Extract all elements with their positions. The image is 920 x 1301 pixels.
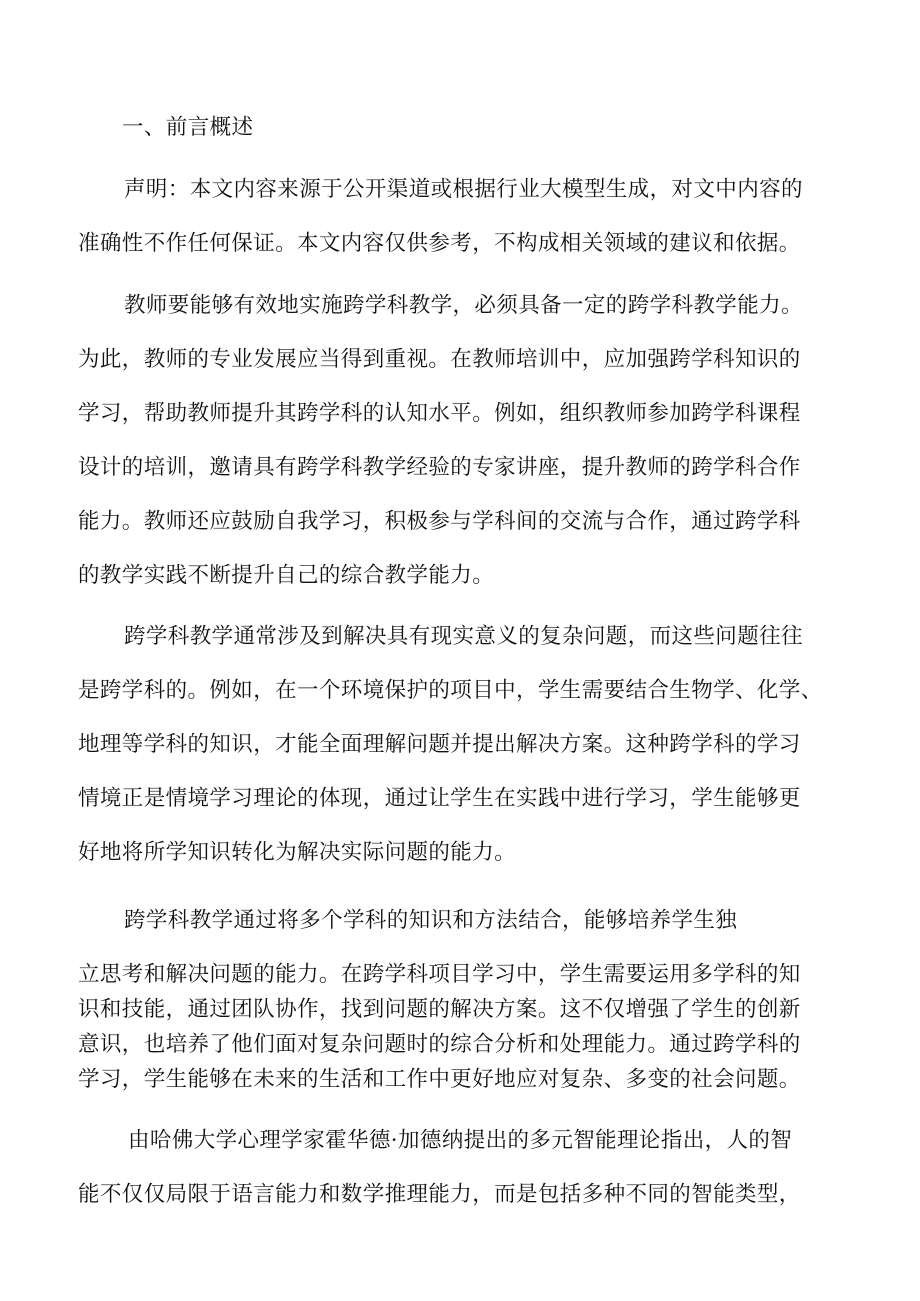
paragraph-line: 好地将所学知识转化为解决实际问题的能力。: [78, 840, 517, 865]
paragraph-line: 准确性不作任何保证。本文内容仅供参考，不构成相关领域的建议和依据。: [78, 231, 801, 256]
paragraph-line: 跨学科教学通过将多个学科的知识和方法结合，能够培养学生独: [124, 908, 738, 933]
paragraph-line: 能不仅仅局限于语言能力和数学推理能力，而是包括多种不同的智能类型，: [78, 1182, 801, 1207]
paragraph-line: 识和技能，通过团队协作，找到问题的解决方案。这不仅增强了学生的创新: [78, 997, 801, 1022]
paragraph-line: 地理等学科的知识，才能全面理解问题并提出解决方案。这种跨学科的学习: [78, 732, 801, 757]
paragraph-line: 是跨学科的。例如，在一个环境保护的项目中，学生需要结合生物学、化学、: [78, 678, 823, 703]
paragraph-line: 声明：本文内容来源于公开渠道或根据行业大模型生成，对文中内容的: [124, 177, 803, 202]
paragraph-line: 能力。教师还应鼓励自我学习，积极参与学科间的交流与合作，通过跨学科: [78, 509, 801, 534]
paragraph-line: 跨学科教学通常涉及到解决具有现实意义的复杂问题，而这些问题往往: [124, 624, 803, 649]
paragraph-line: 为此，教师的专业发展应当得到重视。在教师培训中，应加强跨学科知识的: [78, 347, 801, 372]
paragraph-line: 教师要能够有效地实施跨学科教学，必须具备一定的跨学科教学能力。: [124, 293, 803, 318]
paragraph-line: 设计的培训，邀请具有跨学科教学经验的专家讲座，提升教师的跨学科合作: [78, 455, 801, 480]
paragraph-line: 立思考和解决问题的能力。在跨学科项目学习中，学生需要运用多学科的知: [78, 962, 801, 987]
section-heading: 一、前言概述: [122, 115, 254, 140]
paragraph-line: 学习，帮助教师提升其跨学科的认知水平。例如，组织教师参加跨学科课程: [78, 401, 801, 426]
paragraph-line: 的教学实践不断提升自己的综合教学能力。: [78, 563, 495, 588]
paragraph-line: 学习，学生能够在未来的生活和工作中更好地应对复杂、多变的社会问题。: [78, 1067, 801, 1092]
paragraph-line: 情境正是情境学习理论的体现，通过让学生在实践中进行学习，学生能够更: [78, 786, 801, 811]
paragraph-line: 意识，也培养了他们面对复杂问题时的综合分析和处理能力。通过跨学科的: [78, 1032, 801, 1057]
paragraph-line: 由哈佛大学心理学家霍华德·加德纳提出的多元智能理论指出，人的智: [128, 1128, 793, 1153]
